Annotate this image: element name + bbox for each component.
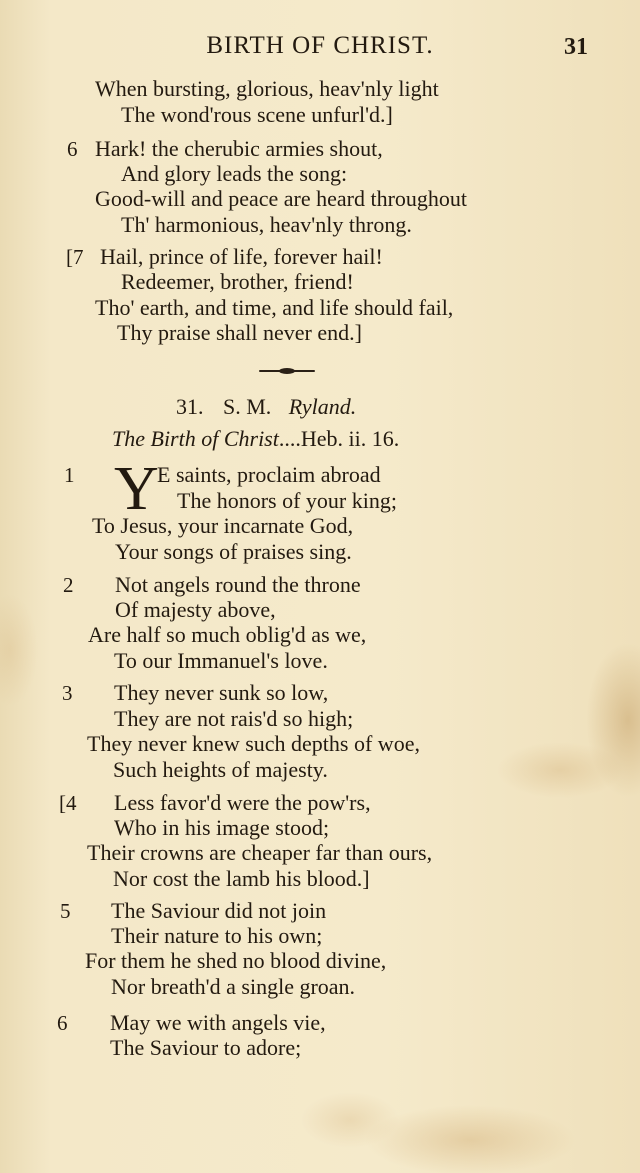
verse-line: Hail, prince of life, forever hail!: [100, 244, 383, 269]
verse-line: Of majesty above,: [115, 597, 276, 622]
hymn-subject: [112, 426, 399, 452]
verse-line: And glory leads the song:: [121, 161, 348, 186]
verse-line: The Saviour to adore;: [110, 1035, 302, 1060]
verse-number: 6: [67, 137, 78, 161]
verse-number: 3: [62, 681, 73, 705]
verse-line: Such heights of majesty.: [113, 757, 328, 782]
verse-line: To our Immanuel's love.: [114, 648, 328, 673]
verse-line: Are half so much oblig'd as we,: [88, 622, 367, 647]
verse-line: They never knew such depths of woe,: [87, 731, 420, 756]
verse-line: Good-will and peace are heard throughout: [95, 186, 468, 211]
verse-line: Your songs of praises sing.: [115, 539, 352, 564]
verse-line: For them he shed no blood divine,: [85, 948, 387, 973]
verse-number: 5: [60, 899, 71, 923]
verse-line: Tho' earth, and time, and life should fail,: [95, 295, 454, 320]
hymn-scripture: ....Heb. ii. 16.: [278, 426, 400, 451]
verse-number: [4: [59, 791, 77, 815]
verse-line: The wond'rous scene unfurl'd.]: [121, 102, 393, 127]
page-number: 31: [564, 34, 588, 60]
running-title: BIRTH OF CHRIST.: [206, 32, 434, 59]
hymn-number: 31.: [176, 394, 204, 419]
verse-line: Nor breath'd a single groan.: [111, 974, 356, 999]
verse-line: Not angels round the throne: [115, 572, 361, 597]
verse-line: Their crowns are cheaper far than ours,: [87, 840, 433, 865]
verse-line: The honors of your king;: [177, 488, 397, 513]
verse-line: Hark! the cherubic armies shout,: [95, 136, 383, 161]
hymn-author: Ryland.: [288, 394, 357, 419]
verse-line: Less favor'd were the pow'rs,: [114, 790, 371, 815]
hymn-header: [176, 394, 356, 420]
verse-number: 2: [63, 573, 74, 597]
verse-number: 6: [57, 1011, 68, 1035]
drop-cap: Y: [114, 455, 159, 523]
verse-number: [7: [66, 245, 84, 269]
verse-line: When bursting, glorious, heav'nly light: [95, 76, 439, 101]
verse-line: Nor cost the lamb his blood.]: [113, 866, 370, 891]
verse-line: Their nature to his own;: [111, 923, 323, 948]
verse-number: 1: [64, 463, 75, 487]
verse-line: Redeemer, brother, friend!: [121, 269, 354, 294]
section-divider-ornament: [259, 368, 315, 374]
hymn-meter: S. M.: [223, 394, 272, 419]
verse-line: Who in his image stood;: [114, 815, 330, 840]
verse-line: E saints, proclaim abroad: [157, 462, 381, 487]
verse-line: They never sunk so low,: [114, 680, 329, 705]
verse-line: To Jesus, your incarnate God,: [92, 513, 354, 538]
verse-line: Th' harmonious, heav'nly throng.: [121, 212, 412, 237]
verse-line: Thy praise shall never end.]: [117, 320, 362, 345]
verse-line: They are not rais'd so high;: [114, 706, 354, 731]
hymn-subject-title: The Birth of Christ: [112, 426, 279, 451]
verse-line: May we with angels vie,: [110, 1010, 326, 1035]
verse-line: The Saviour did not join: [111, 898, 327, 923]
